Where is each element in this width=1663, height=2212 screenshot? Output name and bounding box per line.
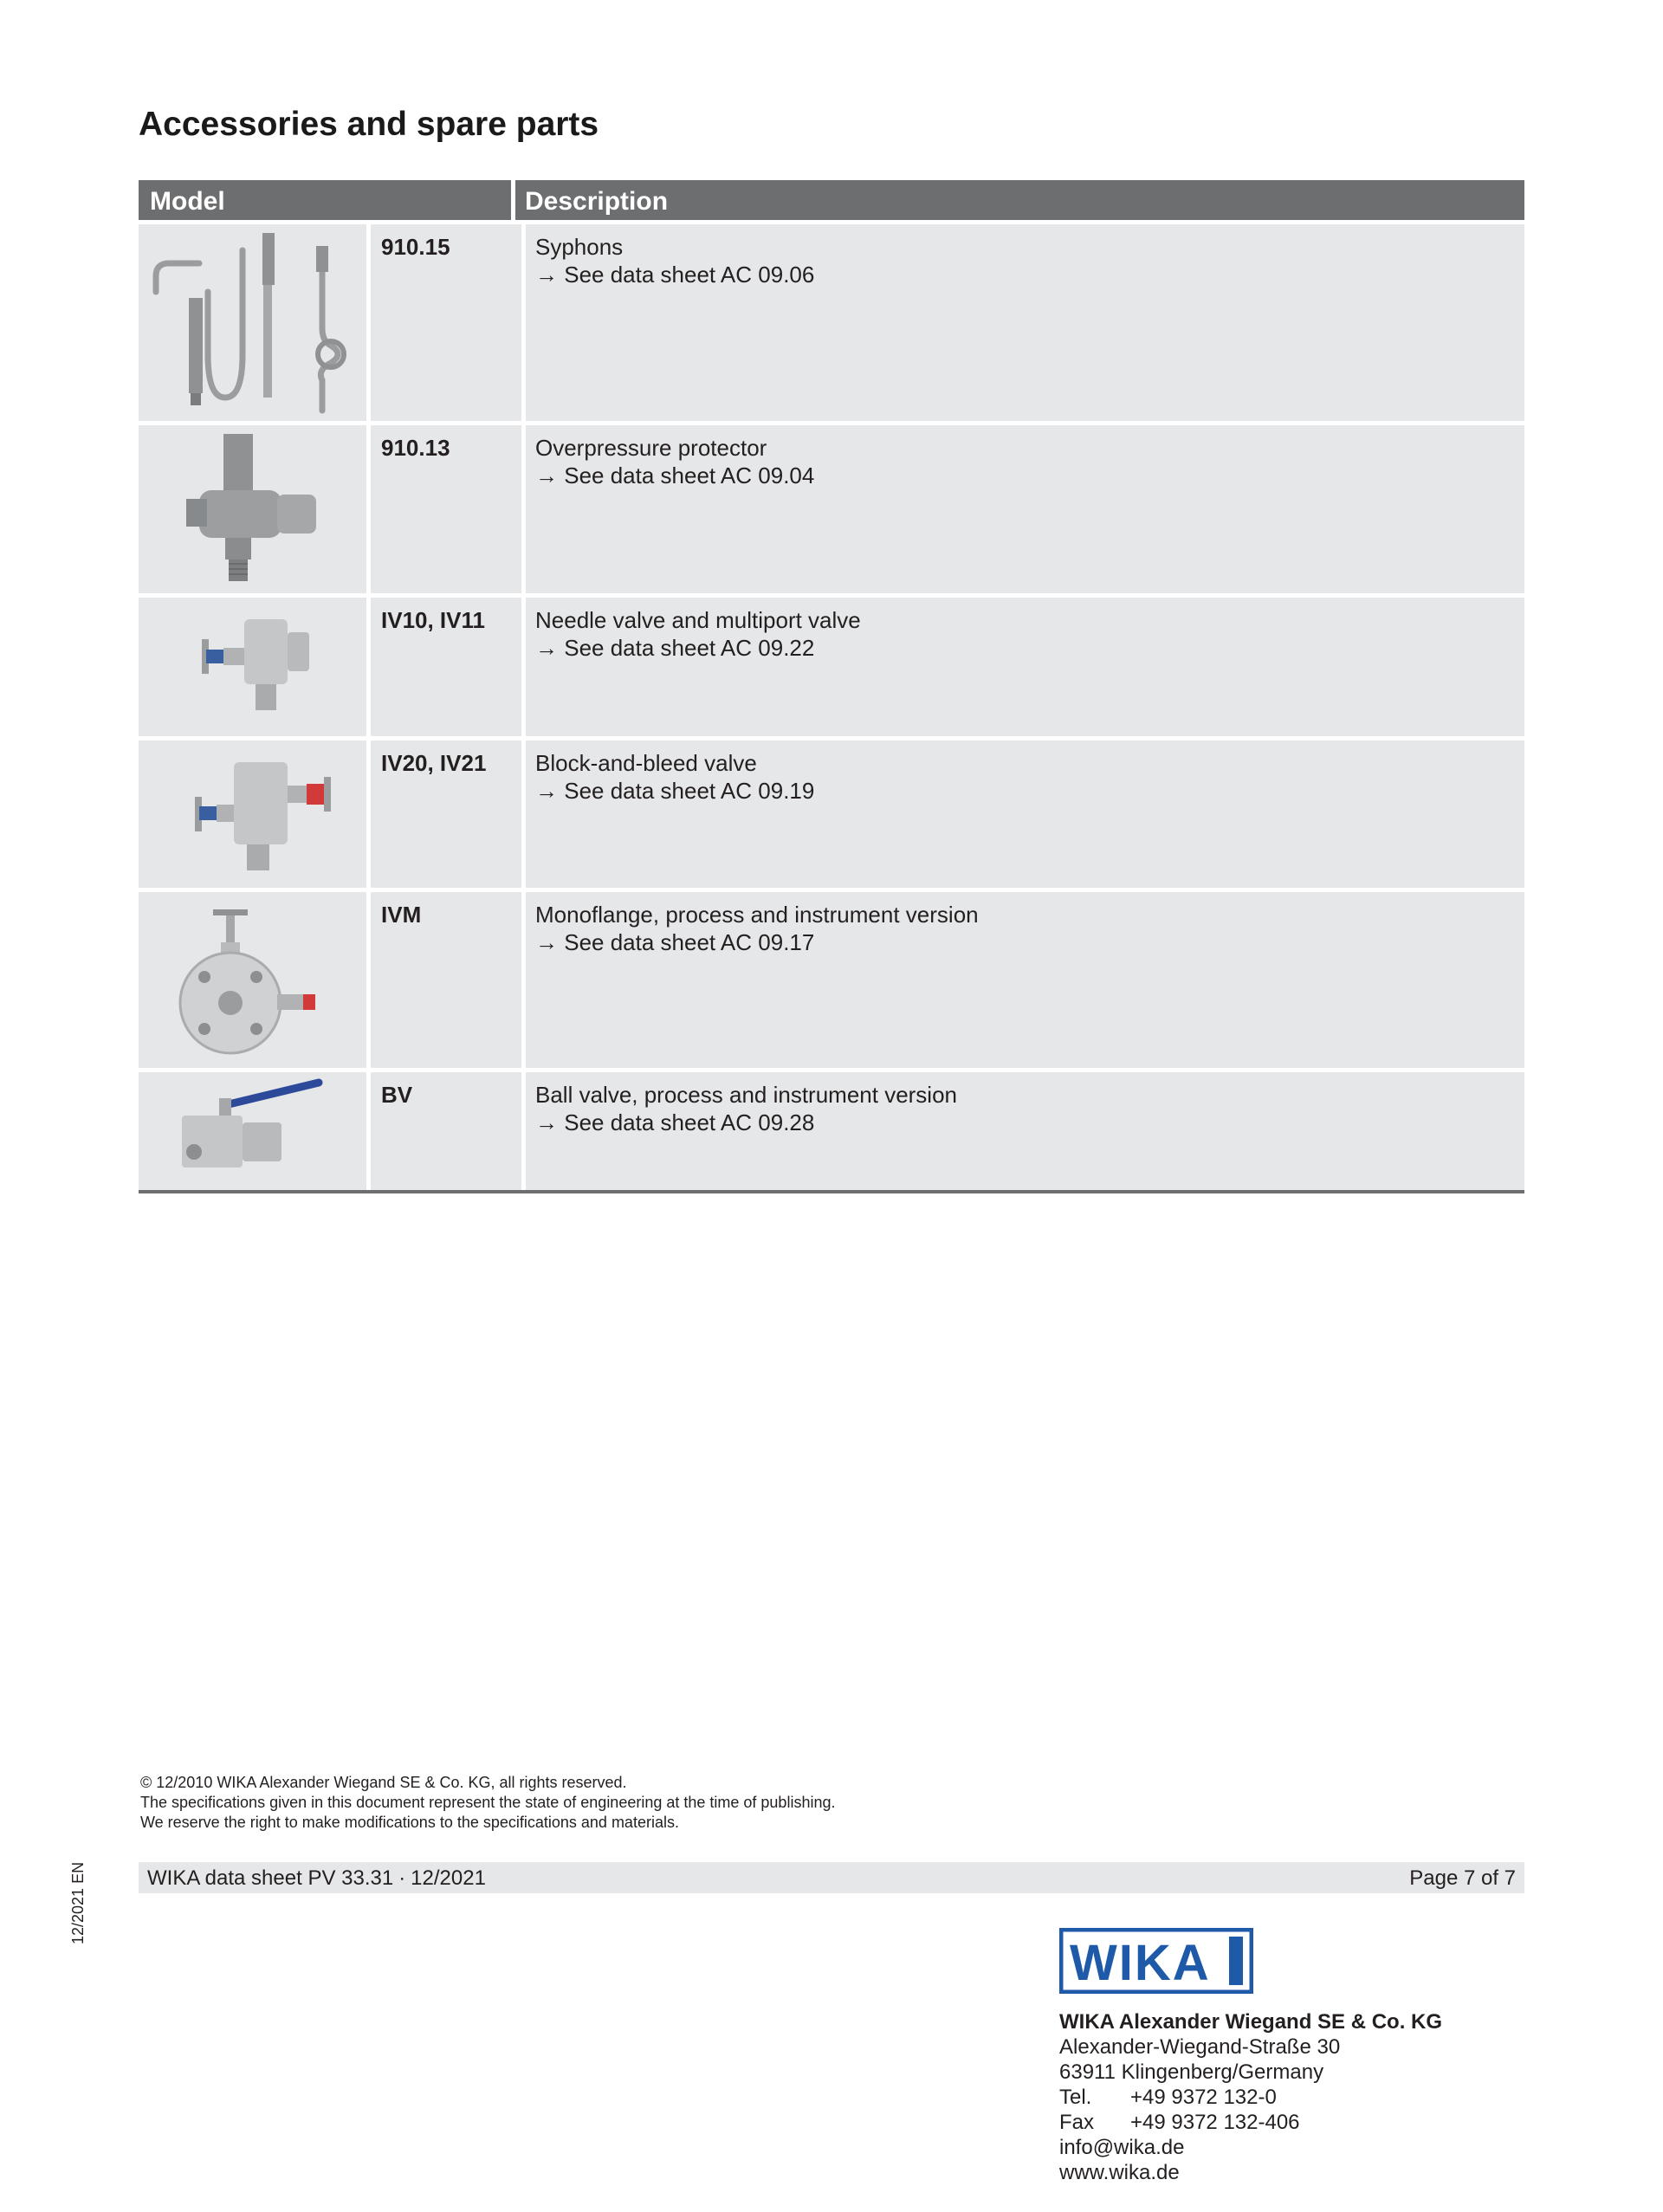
datasheet-link[interactable]: → See data sheet AC 09.28 [535, 1109, 815, 1135]
model-code: IV20, IV21 [366, 741, 521, 888]
city: 63911 Klingenberg/Germany [1059, 2060, 1324, 2084]
product-image-monoflange [139, 892, 366, 1068]
page-title: Accessories and spare parts [139, 106, 599, 143]
side-document-code: 12/2021 EN [69, 1861, 87, 1944]
table-row [139, 1068, 1524, 1190]
row-description [521, 741, 1524, 888]
table-row [139, 888, 1524, 1068]
website-link[interactable]: www.wika.de [1059, 2161, 1180, 2184]
specifications-line: The specifications given in this document represent the state of engineering at the time of publishing. [140, 1794, 836, 1811]
description-text: Block-and-bleed valve [535, 750, 757, 776]
fax-label: Fax [1059, 2111, 1095, 2134]
model-code: 910.15 [366, 224, 521, 421]
datasheet-link[interactable]: → See data sheet AC 09.19 [535, 778, 815, 804]
row-description [521, 224, 1524, 421]
footer-bar [139, 1862, 1524, 1893]
company-address [1059, 2009, 1442, 2185]
product-image-overpressure-protector [139, 425, 366, 593]
header-description: Description [511, 180, 1524, 220]
wika-logo [1059, 1928, 1253, 1998]
datasheet-link[interactable]: → See data sheet AC 09.17 [535, 929, 815, 955]
row-description [521, 1072, 1524, 1190]
datasheet-link[interactable]: → See data sheet AC 09.04 [535, 462, 815, 488]
table-row [139, 220, 1524, 421]
header-model: Model [150, 187, 225, 216]
product-image-needle-valve [139, 598, 366, 736]
product-image-syphons [139, 224, 366, 421]
description-text: Syphons [535, 234, 624, 260]
email-link[interactable]: info@wika.de [1059, 2136, 1185, 2159]
model-code: BV [366, 1072, 521, 1190]
tel-number: +49 9372 132-0 [1130, 2086, 1277, 2109]
table-row [139, 736, 1524, 888]
row-description [521, 892, 1524, 1068]
model-code: IVM [366, 892, 521, 1068]
table-header [139, 180, 1524, 220]
accessories-table [139, 180, 1524, 1193]
fax-number: +49 9372 132-406 [1130, 2111, 1300, 2134]
tel-label: Tel. [1059, 2086, 1092, 2109]
product-image-ball-valve [139, 1072, 366, 1190]
company-name: WIKA Alexander Wiegand SE & Co. KG [1059, 2010, 1443, 2034]
model-code: 910.13 [366, 425, 521, 593]
datasheet-link[interactable]: → See data sheet AC 09.22 [535, 635, 815, 661]
modifications-line: We reserve the right to make modifications to the specifications and materials. [140, 1814, 679, 1831]
fax-row [1059, 2110, 1442, 2135]
table-bottom-rule [139, 1190, 1524, 1193]
datasheet-link[interactable]: → See data sheet AC 09.06 [535, 262, 815, 288]
table-row [139, 593, 1524, 736]
table-row [139, 421, 1524, 593]
telephone-row [1059, 2085, 1442, 2110]
street: Alexander-Wiegand-Straße 30 [1059, 2035, 1341, 2059]
row-description [521, 425, 1524, 593]
datasheet-reference: WIKA data sheet PV 33.31 ∙ 12/2021 [147, 1866, 486, 1890]
description-text: Monoflange, process and instrument version [535, 902, 979, 928]
page-number: Page 7 of 7 [1409, 1866, 1516, 1890]
copyright-notice [140, 1773, 835, 1833]
row-description [521, 598, 1524, 736]
model-code: IV10, IV11 [366, 598, 521, 736]
description-text: Overpressure protector [535, 435, 767, 461]
description-text: Ball valve, process and instrument version [535, 1082, 958, 1108]
copyright-line: © 12/2010 WIKA Alexander Wiegand SE & Co. KG, all rights reserved. [140, 1774, 627, 1791]
product-image-block-and-bleed-valve [139, 741, 366, 888]
svg-text:WIKA: WIKA [1070, 1935, 1211, 1991]
description-text: Needle valve and multiport valve [535, 607, 861, 633]
